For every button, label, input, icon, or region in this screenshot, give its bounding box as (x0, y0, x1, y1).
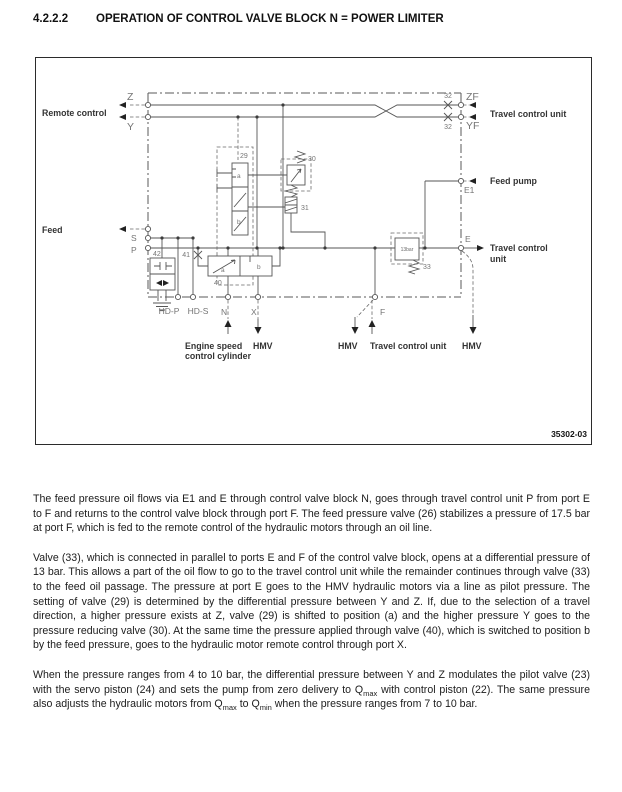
hmv-label-3: HMV (462, 341, 482, 351)
control-block-boundary (148, 93, 461, 297)
port-p-label: P (131, 245, 137, 255)
travel-control-unit-top-label: Travel control unit (490, 109, 567, 119)
component-32-bottom-label: 32 (444, 124, 452, 131)
component-33-label: 33 (423, 264, 431, 271)
component-40-label: 40 (214, 280, 222, 287)
valve-29-position-a: a (237, 173, 241, 180)
arrow-left-y-icon (119, 114, 126, 120)
port-hds-label: HD-S (187, 306, 209, 316)
port-n-label: N (221, 307, 228, 317)
arrow-down-x-icon (255, 327, 262, 334)
port-z-node (145, 102, 150, 107)
travel-control-right-line2: unit (490, 254, 507, 264)
paragraph-3: When the pressure ranges from 4 to 10 bar, the differential pressure between Y and Z modulates the pilot valve (23) with the servo piston (24) and sets the pump from zero delivery to $Q_{max}$ with control piston (22). The same pressure also adjusts the hydraulic motors from $Q_{max}$ to $Q_{min}$ when the pressure ranges from 7 to 10 bar. (33, 668, 590, 713)
port-f-label: F (380, 307, 386, 317)
port-e1-node (458, 178, 463, 183)
port-n-node (225, 294, 230, 299)
valve-40-position-b: b (257, 264, 261, 271)
feed-pump-label: Feed pump (490, 176, 537, 186)
component-31 (285, 185, 297, 213)
arrow-left-e1-icon (469, 178, 476, 184)
travel-control-unit-bottom-label: Travel control unit (370, 341, 447, 351)
port-z-label: Z (127, 91, 134, 103)
engine-speed-label-line1: Engine speed (185, 341, 243, 351)
valve-40 (208, 256, 272, 276)
port-y-label: Y (127, 121, 135, 133)
port-p-node (145, 245, 150, 250)
paragraph-2: Valve (33), which is connected in parallel to ports E and F of the control valve block, opens at a differential pressure of 13 bar. This allows a part of the oil flow to go to the travel control unit while the remainder continues through valve (33) to the feed oil passage. The pressure at port E goes to the HMV hydraulic motors via a line as pilot pressure. The setting of valve (29) is determined by the differential pressure between Y and Z. If, due to the selection of a travel direction, a higher pressure exists at Z, valve (29) is shifted to position (a) and the higher pressure Y goes to the pressure reducing valve (30). At the same time the pressure applied through valve (40), which is switched to position b by the feed pressure, goes to the hydraulic motor remote control through port X. (33, 551, 590, 652)
pilot-lines (130, 105, 473, 319)
arrow-down-hmv-icon (352, 327, 359, 334)
page-title: OPERATION OF CONTROL VALVE BLOCK N = POWER LIMITER (96, 13, 444, 25)
spring-30 (295, 151, 305, 163)
port-zf-node (458, 102, 463, 107)
port-hds-node (190, 294, 195, 299)
port-e1-label: E1 (464, 185, 475, 195)
hydraulic-schematic-figure (35, 57, 592, 445)
port-s-node (145, 235, 150, 240)
component-42-label: 42 (153, 251, 161, 258)
body-text (33, 492, 590, 727)
remote-control-label: Remote control (42, 108, 107, 118)
section-number: 4.2.2.2 (33, 13, 69, 25)
port-hdp-node (175, 294, 180, 299)
section-heading (33, 13, 444, 25)
arrow-down-hmv-right-icon (470, 327, 477, 334)
arrow-left-z-icon (119, 102, 126, 108)
hmv-label-1: HMV (253, 341, 273, 351)
engine-speed-label-line2: control cylinder (185, 351, 251, 361)
figure-number: 35302-03 (551, 429, 587, 439)
component-29-label: 29 (240, 153, 248, 160)
feed-label: Feed (42, 225, 63, 235)
component-30-label: 30 (308, 156, 316, 163)
valve-42 (150, 258, 175, 310)
arrow-up-f-icon (369, 320, 376, 327)
port-feed-node (145, 226, 150, 231)
port-s-label: S (131, 233, 137, 243)
flow-arrows (119, 102, 484, 334)
port-e-label: E (465, 234, 471, 244)
port-f-node (372, 294, 377, 299)
valve-33 (395, 238, 419, 274)
port-yf-label: YF (466, 120, 480, 132)
port-yf-node (458, 114, 463, 119)
valve-29-position-b: b (237, 219, 241, 226)
arrow-up-n-icon (225, 320, 232, 327)
valve-33-setting: 13bar (400, 247, 414, 253)
port-y-node (145, 114, 150, 119)
component-32-top-label: 32 (444, 93, 452, 100)
port-e-node (458, 245, 463, 250)
hmv-label-2: HMV (338, 341, 358, 351)
travel-control-right-line1: Travel control (490, 243, 548, 253)
port-x-label: X (251, 307, 257, 317)
arrow-right-e-icon (477, 245, 484, 251)
spring-33 (409, 260, 419, 274)
port-hdp-label: HD-P (158, 306, 180, 316)
valve-40-position-a: a (221, 267, 225, 274)
paragraph-1: The feed pressure oil flows via E1 and E through control valve block N, goes through travel control unit P from port E to F and returns to the control valve block through port F. The feed pressure valve (26) stabilizes a pressure of 17.5 bar at port F, which is fed to the remote control of the hydraulic motors through an oil line. (33, 493, 590, 535)
hydraulic-schematic (35, 57, 592, 445)
arrow-left-feed-icon (119, 226, 126, 232)
component-31-label: 31 (301, 205, 309, 212)
port-zf-label: ZF (466, 91, 479, 103)
port-x-node (255, 294, 260, 299)
component-41-label: 41 (182, 252, 190, 259)
valve-30 (287, 151, 305, 185)
